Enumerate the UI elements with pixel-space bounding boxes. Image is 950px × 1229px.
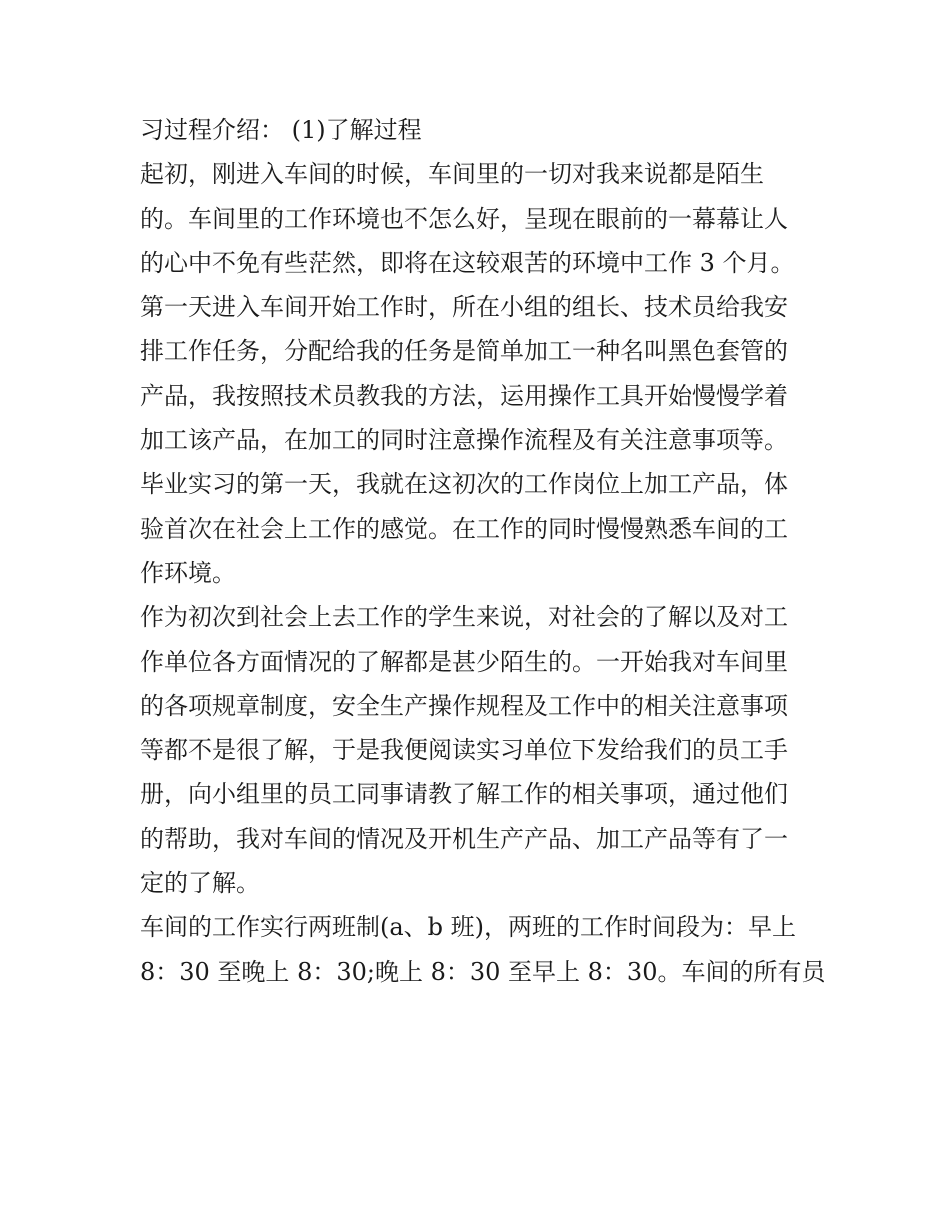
text-line: 册，向小组里的员工同事请教了解工作的相关事项，通过他们: [140, 780, 788, 809]
text-line: 的心中不免有些茫然，即将在这较艰苦的环境中工作 3 个月。: [140, 248, 795, 277]
text-line: 排工作任务，分配给我的任务是简单加工一种名叫黑色套管的: [140, 337, 788, 366]
text-line: 习过程介绍： (1)了解过程: [140, 116, 422, 144]
text-line: 的各项规章制度，安全生产操作规程及工作中的相关注意事项: [140, 691, 788, 720]
body-text: [140, 108, 826, 994]
text-line: 定的了解。: [140, 869, 260, 898]
text-line: 的。车间里的工作环境也不怎么好，呈现在眼前的一幕幕让人: [140, 204, 788, 233]
text-line: 验首次在社会上工作的感觉。在工作的同时慢慢熟悉车间的工: [140, 514, 788, 543]
text-line: 毕业实习的第一天，我就在这初次的工作岗位上加工产品，体: [140, 470, 788, 499]
text-line: 产品，我按照技术员教我的方法，运用操作工具开始慢慢学着: [140, 381, 788, 410]
text-line: 8：30 至晚上 8：30;晚上 8：30 至早上 8：30。车间的所有员: [140, 957, 826, 986]
text-line: 作单位各方面情况的了解都是甚少陌生的。一开始我对车间里: [140, 647, 788, 676]
text-line: 车间的工作实行两班制(a、b 班)，两班的工作时间段为：早上: [140, 913, 797, 942]
text-line: 作环境。: [140, 558, 236, 587]
text-line: 加工该产品，在加工的同时注意操作流程及有关注意事项等。: [140, 426, 788, 455]
text-line: 起初，刚进入车间的时候，车间里的一切对我来说都是陌生: [140, 160, 764, 189]
text-line: 第一天进入车间开始工作时，所在小组的组长、技术员给我安: [140, 293, 788, 322]
text-line: 作为初次到社会上去工作的学生来说，对社会的了解以及对工: [140, 603, 788, 632]
text-line: 的帮助，我对车间的情况及开机生产产品、加工产品等有了一: [140, 824, 788, 853]
text-line: 等都不是很了解，于是我便阅读实习单位下发给我们的员工手: [140, 736, 788, 765]
